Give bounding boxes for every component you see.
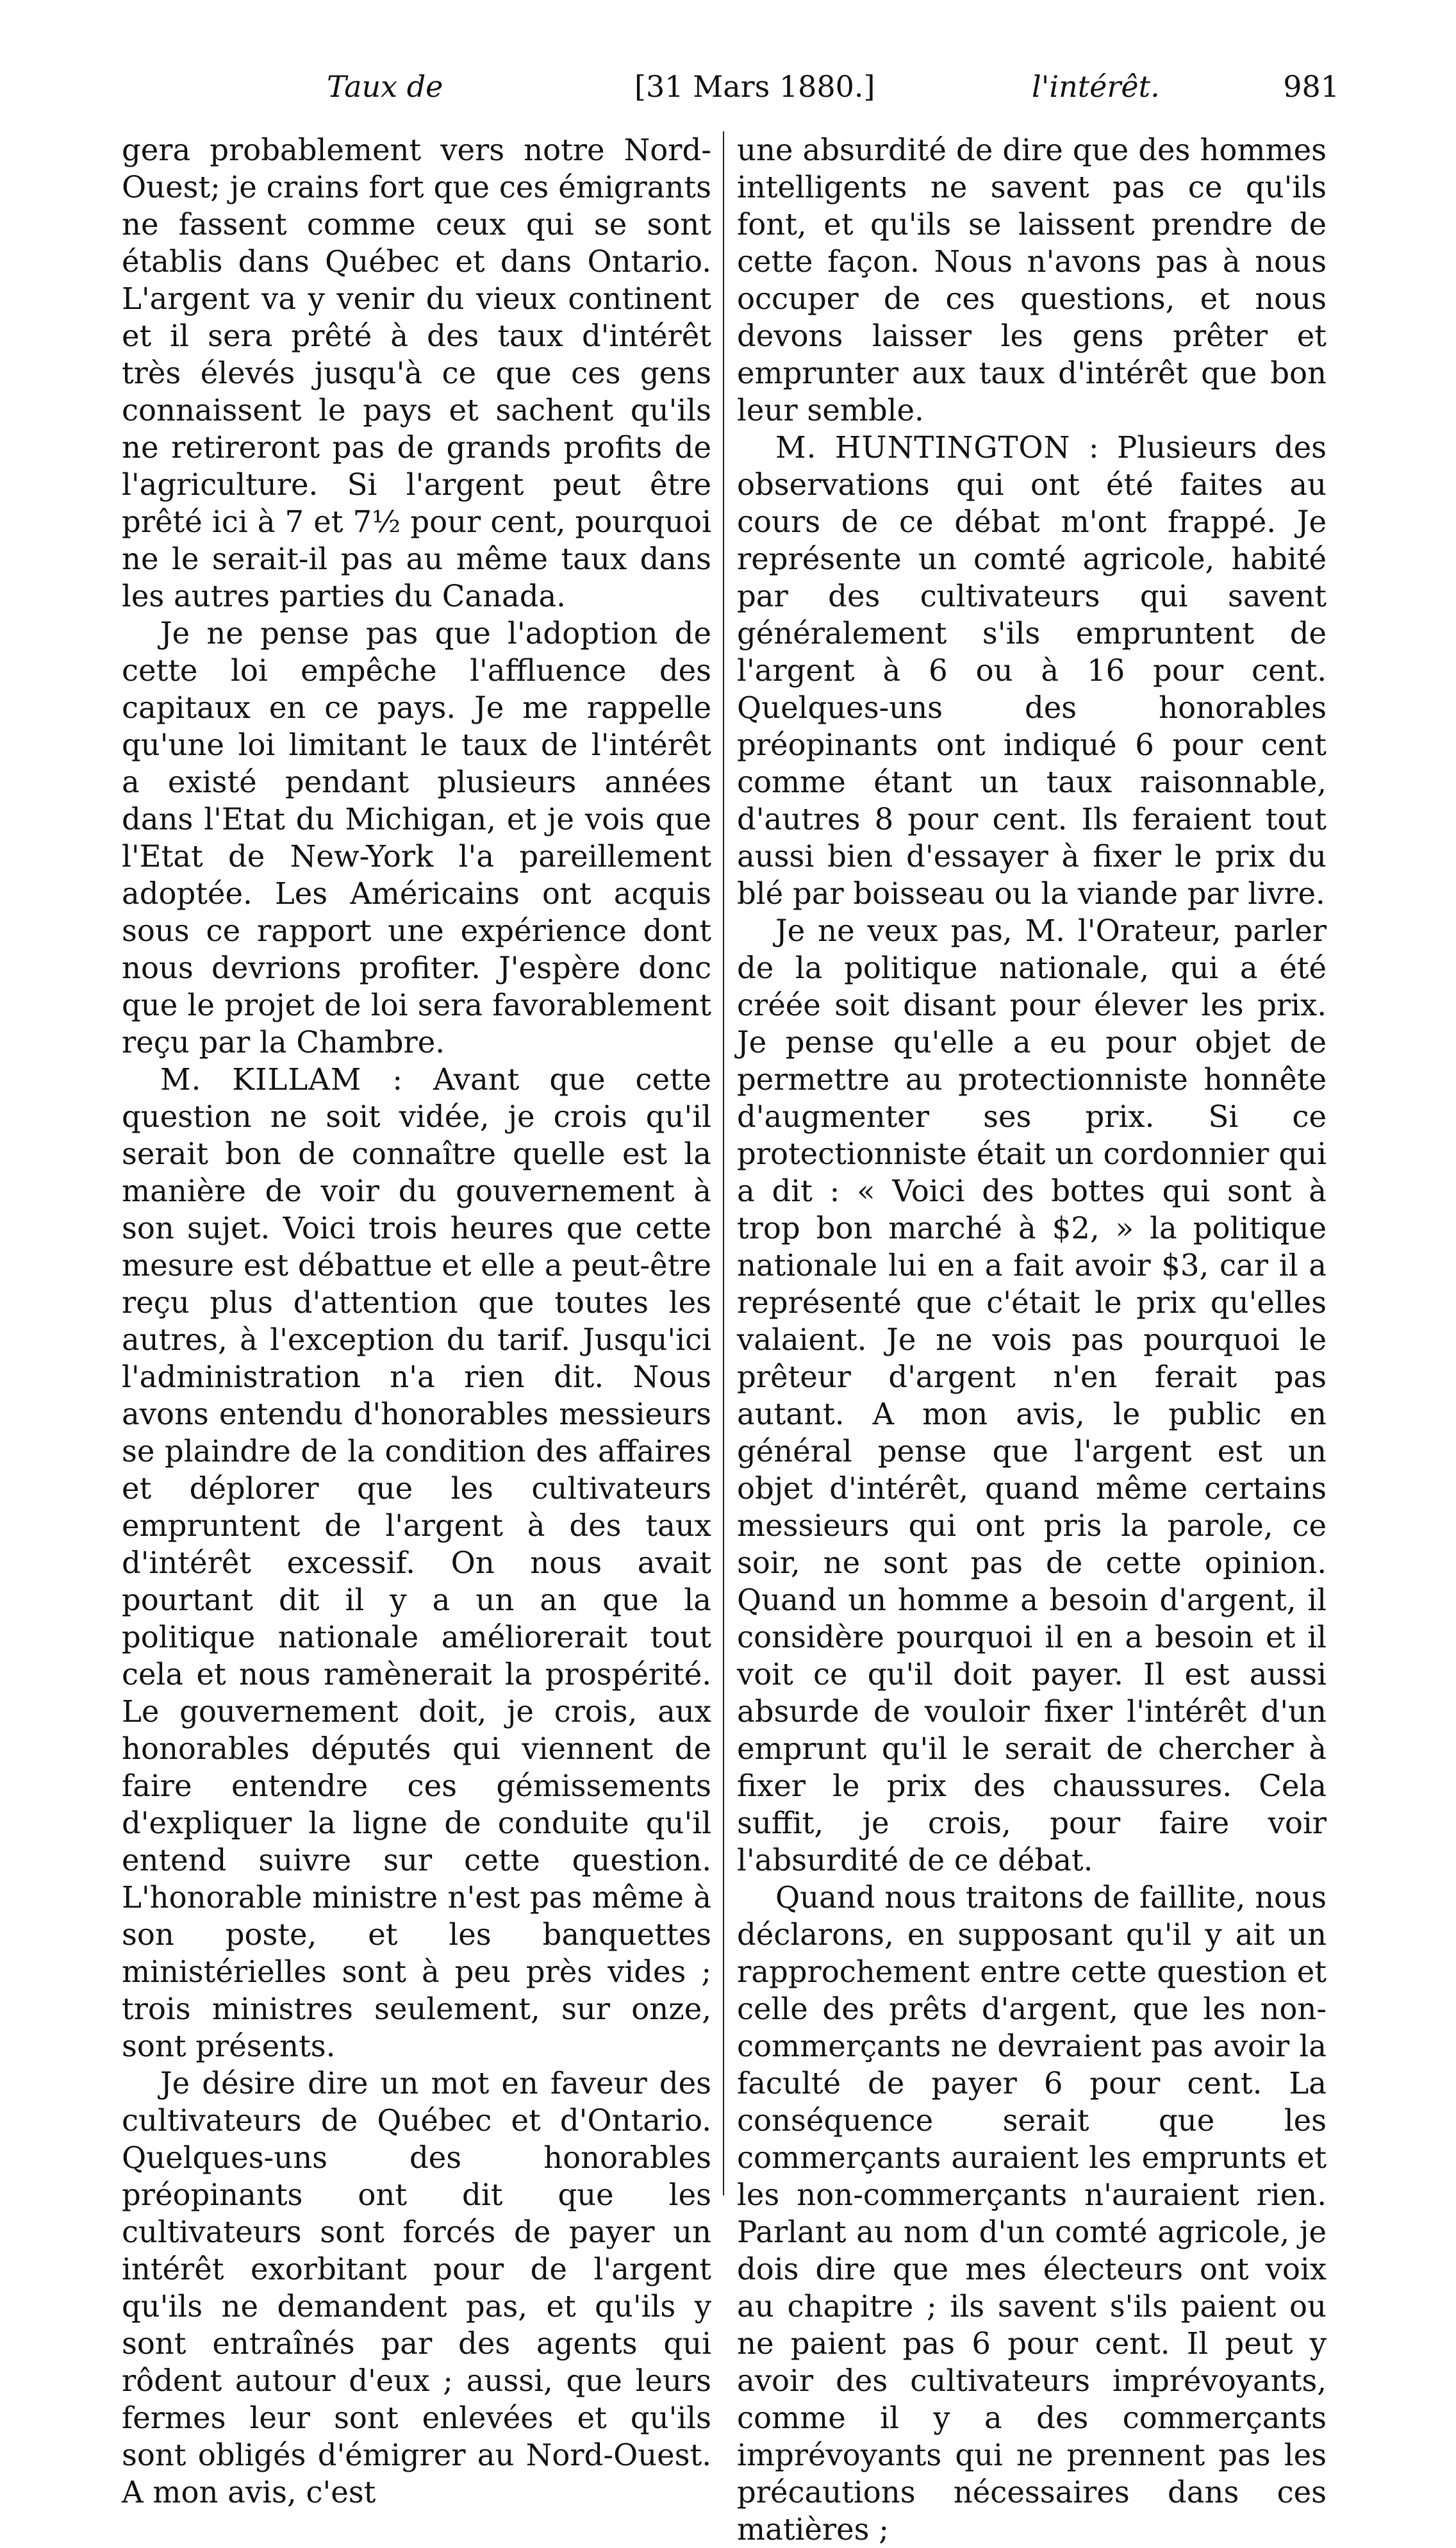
paragraph-text: Je ne veux pas, M. l'Orateur, parler de la politique nationale, qui a été créée soit disant pour élever les prix. Je pense qu'elle a eu pour objet de permettre au protectionniste honnête d'augmenter ses prix. Si ce protectionniste était un cordonnier qui a dit : « Voici des bottes qui sont à trop bon marché à $2, » la politique nationale lui en a fait avoir $3, car il a représenté que c'était le prix qu'elles valaient. Je ne vois pas pourquoi le prêteur d'argent n'en ferait pas autant. A mon avis, le public en général pense que l'argent est un objet d'intérêt, quand même certains messieurs qui ont pris la parole, ce soir, ne sont pas de cette opinion. Quand un homme a besoin d'argent, il considère pourquoi il en a besoin et il voit ce qu'il doit payer. Il est aussi absurde de vouloir fixer l'intérêt d'un emprunt qu'il le serait de chercher à fixer le prix des chaussures. Cela suffit, je crois, pour faire voir l'absurdité de ce débat. (737, 913, 1327, 1878)
running-head-date: [31 Mars 1880.] (634, 69, 875, 104)
running-head-right: l'intérêt. (1032, 69, 1160, 104)
paragraph (737, 1879, 1327, 2548)
paragraph (122, 615, 711, 1061)
paragraph-text: une absurdité de dire que des hommes intelligents ne savent pas ce qu'ils font, et qu'ils se laissent prendre de cette façon. Nous n'avons pas à nous occuper de ces questions, et nous devons laisser les gens prêter et emprunter aux taux d'intérêt que bon leur semble. (737, 133, 1327, 428)
left-text-column (122, 131, 711, 2510)
paragraph (122, 1061, 711, 2065)
right-text-column (737, 131, 1327, 2547)
paragraph-text: Avant que cette question ne soit vidée, je crois qu'il serait bon de connaître quelle est la manière de voir du gouvernement à son sujet. Voici trois heures que cette mesure est débattue et elle a peut-être reçu plus d'attention que toutes les autres, à l'exception du tarif. Jusqu'ici l'administration n'a rien dit. Nous avons entendu d'honorables messieurs se plaindre de la condition des affaires et déplorer que les cultivateurs empruntent de l'argent à des taux d'intérêt excessif. On nous avait pourtant dit il y a un an que la politique nationale améliorerait tout cela et nous ramènerait la prospérité. Le gouvernement doit, je crois, aux honorables députés qui viennent de faire entendre ces gémissements d'expliquer la ligne de conduite qu'il entend suivre sur cette question. L'honorable ministre n'est pas même à son poste, et les banquettes ministérielles sont à peu près vides ; trois ministres seulement, sur onze, sont présents. (122, 1062, 711, 2063)
speaker-name: M. HUNTINGTON : (775, 430, 1100, 465)
paragraph (737, 131, 1327, 429)
column-divider (723, 131, 724, 2195)
paragraph-text: Je ne pense pas que l'adoption de cette loi empêche l'affluence des capitaux en ce pays. Je me rappelle qu'une loi limitant le taux de l'intérêt a existé pendant plusieurs années dans l'Etat du Michigan, et je vois que l'Etat de New-York l'a pareillement adoptée. Les Américains ont acquis sous ce rapport une expérience dont nous devrions profiter. J'espère donc que le projet de loi sera favorablement reçu par la Chambre. (122, 616, 711, 1060)
paragraph-text: gera probablement vers notre Nord-Ouest; je crains fort que ces émigrants ne fassent comme ceux qui se sont établis dans Québec et dans Ontario. L'argent va y venir du vieux continent et il sera prêté à des taux d'intérêt très élevés jusqu'à ce que ces gens connaissent le pays et sachent qu'ils ne retireront pas de grands profits de l'agriculture. Si l'argent peut être prêté ici à 7 et 7½ pour cent, pourquoi ne le serait-il pas au même taux dans les autres parties du Canada. (122, 133, 711, 613)
paragraph (737, 429, 1327, 912)
paragraph (122, 2065, 711, 2511)
paragraph-text: Je désire dire un mot en faveur des cultivateurs de Québec et d'Ontario. Quelques-uns des honorables préopinants ont dit que les cultivateurs sont forcés de payer un intérêt exorbitant pour de l'argent qu'ils ne demandent pas, et qu'ils y sont entraînés par des agents qui rôdent autour d'eux ; aussi, que leurs fermes leur sont enlevées et qu'ils sont obligés d'émigrer au Nord-Ouest. A mon avis, c'est (122, 2066, 711, 2510)
paragraph-text: Quand nous traitons de faillite, nous déclarons, en supposant qu'il y ait un rapprochement entre cette question et celle des prêts d'argent, que les non-commerçants ne devraient pas avoir la faculté de payer 6 pour cent. La conséquence serait que les commerçants auraient les emprunts et les non-commerçants n'auraient rien. Parlant au nom d'un comté agricole, je dois dire que mes électeurs ont voix au chapitre ; ils savent s'ils paient ou ne paient pas 6 pour cent. Il peut y avoir des cultivateurs imprévoyants, comme il y a des commerçants imprévoyants qui ne prennent pas les précautions nécessaires dans ces matières ; (737, 1880, 1327, 2547)
page-header (128, 61, 1339, 112)
speaker-name: M. KILLAM : (160, 1062, 404, 1097)
paragraph (737, 912, 1327, 1879)
paragraph (122, 131, 711, 615)
paragraph-text: Plusieurs des observations qui ont été faites au cours de ce débat m'ont frappé. Je représente un comté agricole, habité par des cultivateurs qui savent généralement s'ils empruntent de l'argent à 6 ou à 16 pour cent. Quelques-uns des honorables préopinants ont indiqué 6 pour cent comme étant un taux raisonnable, d'autres 8 pour cent. Ils feraient tout aussi bien d'essayer à fixer le prix du blé par boisseau ou la viande par livre. (737, 430, 1327, 911)
page-number: 981 (1283, 69, 1339, 104)
running-head-left: Taux de (327, 69, 443, 104)
